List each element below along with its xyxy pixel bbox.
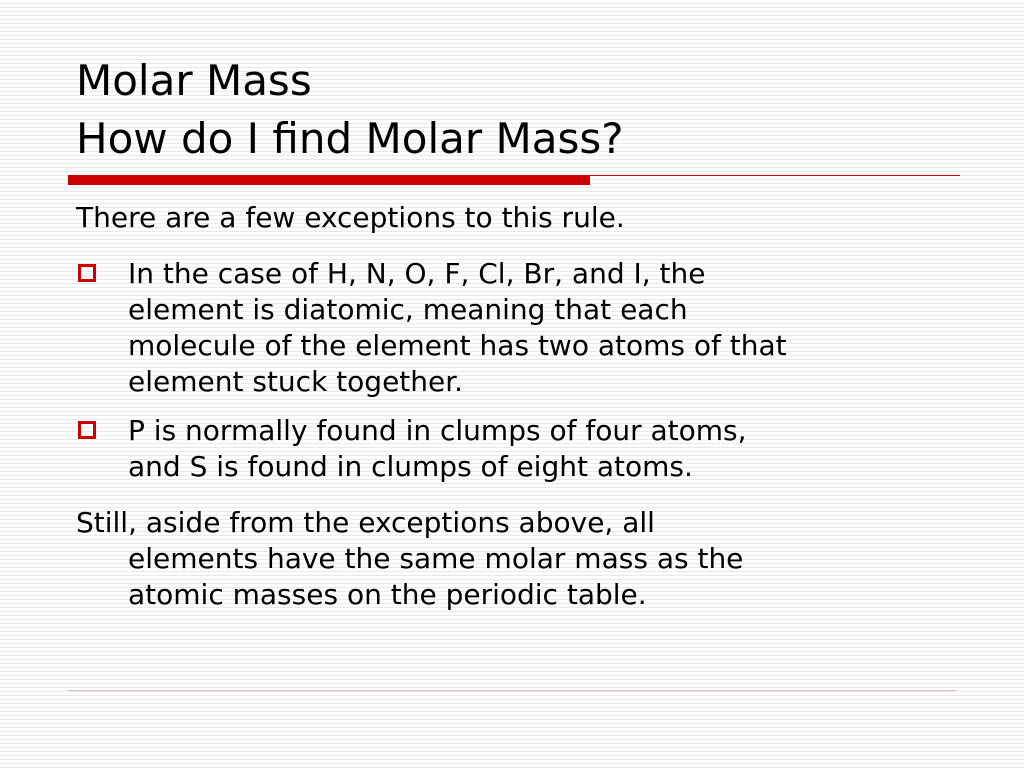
bullet-2-line-1: P is normally found in clumps of four atoms,	[128, 414, 747, 447]
bullet-1-line-4: element stuck together.	[128, 365, 464, 398]
bullet-item-1	[128, 256, 787, 400]
title-underline-thick	[68, 175, 590, 185]
hollow-square-bullet-icon	[78, 421, 96, 439]
intro-paragraph	[76, 200, 625, 236]
footer-divider	[68, 690, 956, 691]
closing-paragraph	[76, 505, 743, 613]
slide-title: Molar Mass	[76, 56, 312, 105]
bullet-2-line-2: and S is found in clumps of eight atoms.	[128, 450, 693, 483]
slide-subtitle: How do I find Molar Mass?	[76, 114, 624, 163]
bullet-1-line-3: molecule of the element has two atoms of that	[128, 329, 787, 362]
closing-line-3: atomic masses on the periodic table.	[128, 578, 647, 611]
hollow-square-bullet-icon	[78, 264, 96, 282]
closing-line-1: Still, aside from the exceptions above, all	[76, 506, 655, 539]
bullet-1-line-1: In the case of H, N, O, F, Cl, Br, and I, the	[128, 257, 706, 290]
title-underline-thin	[590, 175, 960, 176]
bullet-1-line-2: element is diatomic, meaning that each	[128, 293, 688, 326]
bullet-item-2	[128, 413, 747, 485]
intro-text: There are a few exceptions to this rule.	[76, 201, 625, 234]
closing-line-2: elements have the same molar mass as the	[128, 542, 744, 575]
